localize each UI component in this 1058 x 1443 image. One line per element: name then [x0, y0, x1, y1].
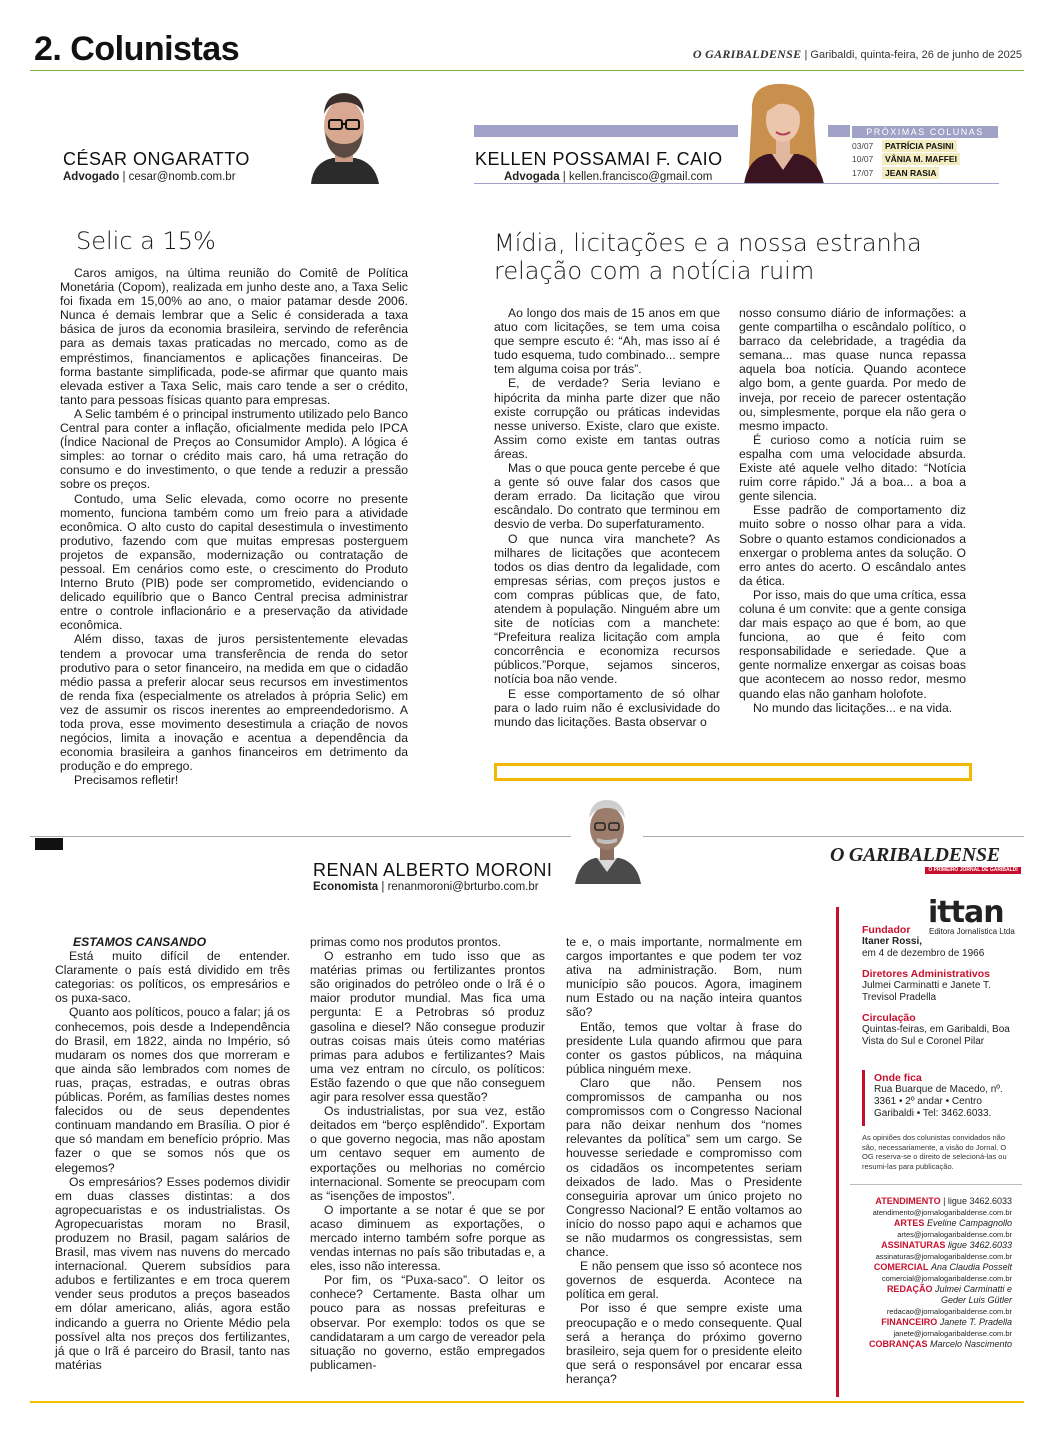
author-email: renanmoroni@brturbo.com.br [387, 881, 539, 893]
paragraph: Caros amigos, na última reunião do Comitê de Política Monetária (Copom), realizada em junho deste ano, a Taxa Selic foi fixada em 15,00% ao ano, o maior patamar desde 2006. Nunca é demais lembrar que a Selic é considerada a taxa básica de juros da economia brasileira, servindo de referência para as demais taxas praticadas no mercado, como as de empréstimos, financiamentos e aplicações financeiras. De forma bastante simplificada, pode-se afirmar que quanto mais elevada estiver a Taxa Selic, mais caro tende a ser o crédito, tanto para pessoas físicas quanto para empresas. [60, 266, 408, 407]
paragraph: Está muito difícil de entender. Claramente o país está dividido em três categorias: os políticos, os empresários e os puxa-saco. [55, 949, 290, 1006]
next-date: 03/07 [852, 140, 874, 151]
paragraph: Mas o que pouca gente percebe é que a gente só ouve falar dos casos que deram errado. Da licitação que virou escândalo. Do contrato que terminou em desvio de verba. Do superfaturamento. [494, 461, 720, 532]
paragraph: E, de verdade? Seria leviano e hipócrita da minha parte dizer que não existe corrupção ou práticas indevidas nesse universo. Existe, claro que existe. Assim como existe em tantas outras áreas. [494, 376, 720, 461]
next-date: 10/07 [852, 154, 874, 164]
page-masthead [693, 47, 1022, 62]
paragraph: O importante a se notar é que se por acaso diminuem as exportações, o mercado interno também sofre porque as vendas internas no país são tributadas e, a eles, isso não interessa. [310, 1202, 545, 1274]
paragraph: O que nunca vira manchete? As milhares de licitações que acontecem todos os dias dentro da legalidade, com empresas sérias, com preços justos e com compras públicas que, de fato, atendem à população. Ninguém abre um site de notícias com a manchete: “Prefeitura realiza licitação com ampla concorrência e economiza recursos públicos.”Porque, sejamos sinceros, notícia boa não vende. [494, 531, 720, 687]
contact-line: atendimento@jornalogaribaldense.com.br [872, 1208, 1012, 1217]
paragraph: No mundo das licitações... e na vida. [753, 700, 953, 715]
article-body-a [55, 935, 290, 1372]
next-columns-header: PRÓXIMAS COLUNAS [852, 126, 998, 138]
paragraph: A Selic também é o principal instrumento utilizado pelo Banco Central para conter a inflação, oficialmente medida pelo IPCA (Índice Nacional de Preços ao Consumidor Amplo). A lógica é simples: ao tornar o crédito mais caro, há uma retração do consumo e do investimento, o que tende a reduzir a pressão sobre os preços. [60, 406, 408, 492]
paragraph: Contudo, uma Selic elevada, como ocorre no presente momento, funciona também como um freio para a atividade econômica. O alto custo do capital desestimula o investimento produtivo, fazendo com que muitas empresas posterguem projetos de expansão, modernização ou contratação de pessoal. Em cenários como este, o crescimento do Produto Interno Bruto (PIB) pode ser comprometido, evidenciando o delicado equilíbrio que o Banco Central precisa administrar entre o controle inflacionário e a preservação da atividade econômica. [60, 491, 408, 633]
author-profession: Economista [313, 881, 379, 893]
author-photo-renan [571, 792, 643, 884]
contact-line: REDAÇÃO Julmei Carminatti e [886, 1284, 1012, 1294]
dateline: Garibaldi, quinta-feira, 26 de junho de 2025 [810, 49, 1022, 61]
section-marker [35, 838, 63, 850]
contact-line: ASSINATURAS ligue 3462.6033 [881, 1240, 1012, 1250]
og-tagline: O PRIMEIRO JORNAL DE GARIBALDI [925, 867, 1021, 874]
next-column-item [852, 140, 998, 152]
next-columns-box [852, 126, 998, 194]
circulacao: Quintas-feiras, em Garibaldi, Boa Vista do Sul e Coronel Pilar [862, 1024, 1010, 1047]
paragraph: nosso consumo diário de informações: a gente compartilha o escândalo político, o barraco da celebridade, a tragédia da semana... mas quase nunca repassa aquela boa notícia. Quando acontece algo bom, a gente guarda. Por medo de inveja, por receio de parecer ostentação ou, simplesmente, porque ela não gera o mesmo impacto. [739, 306, 966, 433]
paragraph: Os industrialistas, por sua vez, estão deitados em “berço esplêndido”. Exportam o que governo negocia, mas não apostam um centavo sequer em aumento de exportações ou melhorias no comércio internacional. Somente se preocupam com as “isenções de impostos”. [310, 1104, 545, 1203]
paragraph: Os empresários? Esses podemos dividir em duas classes distintas: a dos agropecuaristas e os industrialistas. Os Agropecuaristas moram no Brasil, produzem no Brasil, pagam salários de Brasil, mas vivem nas nuvens do mercado internacional. Querem subsídios para adubos e fertilizantes e em troca querem vender seus produtos a preços baseados em dólar americano, aliás, agora estão indicando a guerra no Oriente Médio pela possível alta nos preços dos fertilizantes, já que o Irã é parceiro do Brasil, tanto nas matérias [55, 1174, 290, 1372]
disclaimer: As opiniões dos colunistas convidados não são, necessariamente, a visão do Jornal. O OG reserva-se o direito de selecioná-las ou resumi-las para publicação. [862, 1133, 1007, 1171]
next-date: 17/07 [852, 167, 874, 178]
paragraph: primas como nos produtos prontos. [310, 935, 502, 949]
contact-line: comercial@jornalogaribaldense.com.br [881, 1274, 1012, 1283]
decorative-frame [494, 763, 972, 781]
ittan-logo: ittan [928, 895, 1004, 930]
paragraph: Por isso, mais do que uma crítica, essa coluna é um convite: que a gente consiga dar mais espaço ao que é bom, ao que funciona, ao que é feito com responsabilidade e seriedade. Que a gente normalize enxergar as coisas boas que acontecem ao nosso redor, mesmo quando elas não ganham holofote. [739, 587, 966, 701]
diretores-label: Diretores Administrativos [862, 968, 990, 980]
paragraph: E esse comportamento de só olhar para o lado ruim não é exclusividade do mundo das licitações. Basta observar o [494, 686, 720, 729]
address-block [874, 1072, 1014, 1120]
title-line: relação com a notícia ruim [494, 257, 815, 285]
paragraph: Ao longo dos mais de 15 anos em que atuo com licitações, se tem uma coisa que sempre escuto é: “Ah, mas isso aí é tudo esquema, tudo combinado... sempre tem alguma coisa por trás”. [494, 306, 720, 377]
next-name: VÂNIA M. MAFFEI [882, 153, 960, 165]
title-line: Mídia, licitações e a nossa estranha [494, 229, 922, 257]
next-name: PATRÍCIA PASINI [882, 140, 957, 152]
paragraph: Além disso, taxas de juros persistentemente elevadas tendem a provocar uma transferência de renda do setor produtivo para o setor financeiro, na medida em que o cidadão médio passa a preferir alocar seus recursos em investimentos de renda fixa (especialmente os atrelados à própria Selic) em vez de assumir os riscos inerentes ao empreendedorismo. A toda prova, esse movimento desestimula a criação de novos negócios, limita a inovação e acentua a dependência da economia brasileira a ganhos financeiros em detrimento da produção e do emprego. [60, 632, 408, 774]
article-subtitle: ESTAMOS CANSANDO [73, 935, 207, 949]
contact-line: COBRANÇAS Marcelo Nascimento [868, 1339, 1012, 1349]
contacts-list [842, 1196, 1012, 1350]
author-email: kellen.francisco@gmail.com [568, 171, 713, 183]
paragraph: te e, o mais importante, normalmente em cargos importantes e que podem ter voz ativa na administração. Bom, num município são poucos. Agora, imaginem num Estado ou na nação inteira quantos são? [566, 935, 802, 1020]
article-title [494, 229, 922, 285]
author-profession: Advogado [63, 171, 120, 183]
paragraph: Por isso é que sempre existe uma preocupação e o medo consequente. Qual será a herança do próximo governo brasileiro, seja quem for o presidente eleito que será o responsável por encarar essa herança? [566, 1301, 802, 1386]
role-separator: | [562, 171, 569, 183]
author-name: RENAN ALBERTO MORONI [313, 860, 553, 880]
paragraph: Então, temos que voltar à frase do presidente Lula quando afirmou que para conter os gastos públicos, na máquina pública ninguém mexe. [566, 1019, 802, 1076]
author-photo-cesar [303, 84, 385, 184]
fundador-label: Fundador [862, 924, 911, 936]
onde-label: Onde fica [874, 1072, 922, 1084]
contact-line: janete@jornalogaribaldense.com.br [893, 1329, 1012, 1338]
contact-line: FINANCEIRO Janete T. Pradella [881, 1317, 1012, 1327]
author-photo-kellen [738, 82, 828, 184]
paragraph: É curioso como a notícia ruim se espalha com uma velocidade absurda. Existe até aquele velho ditado: “Notícia ruim corre rápido.” Já a boa... a boa a gente silencia. [739, 432, 966, 504]
header-rule [30, 70, 1024, 71]
sidebar-rule [850, 1184, 1022, 1185]
article-body-b [310, 935, 545, 1372]
masthead-separator: | [804, 49, 811, 61]
section-title: 2. Colunistas [34, 30, 240, 68]
contact-line: assinaturas@jornalogaribaldense.com.br [875, 1252, 1012, 1261]
section-divider [30, 836, 1024, 837]
contact-line: Geder Luis Gütler [940, 1295, 1012, 1305]
author-name: CÉSAR ONGARATTO [63, 149, 250, 169]
article-body-right [739, 306, 966, 715]
next-column-item [852, 167, 998, 179]
footer-rule [30, 1401, 1024, 1403]
publication-name: O GARIBALDENSE [692, 47, 802, 61]
paragraph: E não pensem que isso só acontece nos governos de esquerda. Acontece na política em geral. [566, 1259, 802, 1302]
article-body-c [566, 935, 802, 1386]
circulacao-label: Circulação [862, 1012, 916, 1024]
author-role [504, 171, 712, 183]
author-profession: Advogada [504, 171, 560, 183]
article-title: Selic a 15% [76, 227, 216, 255]
diretores: Julmei Carminatti e Janete T. Trevisol Pradella [862, 980, 991, 1003]
paragraph: Precisamos refletir! [74, 773, 179, 788]
masthead-info [862, 924, 1014, 1048]
author-role [63, 171, 236, 183]
ittan-subtitle: Editora Jornalística Ltda [929, 927, 1015, 936]
address-rule [862, 1070, 865, 1126]
role-separator: | [381, 881, 388, 893]
paragraph: Claro que não. Pensem nos compromissos de campanha ou nos compromissos com o Congresso Nacional para não deixar nenhum dos “nomes relevantes da política” sem um cargo. Se houvesse seriedade e compromisso com os cidadãos os incompetentes seriam deixados de lado. Mas o Presidente conseguiria aprovar um único projeto no Congresso Nacional? E então voltamos ao início do nosso papo aqui e achamos que se não mudarmos os congressistas, sem chance. [566, 1075, 802, 1260]
contact-line: ARTES Eveline Campagnollo [893, 1218, 1012, 1228]
article-body [60, 266, 408, 787]
paragraph: Esse padrão de comportamento diz muito sobre o nosso olhar para a vida. Sobre o quanto estamos condicionados a enxergar o problema antes da solução. O erro antes do acerto. O escândalo antes da ética. [739, 503, 966, 588]
next-name: JEAN RASIA [882, 167, 939, 179]
author-role [313, 881, 539, 893]
fundador-date: em 4 de dezembro de 1966 [862, 948, 985, 959]
author-email: cesar@nomb.com.br [128, 171, 236, 183]
contact-line: COMERCIAL Ana Claudia Posselt [873, 1262, 1012, 1272]
contact-line: redacao@jornalogaribaldense.com.br [886, 1307, 1012, 1316]
article-body-left [494, 306, 720, 729]
author-name: KELLEN POSSAMAI F. CAIO [475, 149, 723, 169]
paragraph: Por fim, os “Puxa-saco”. O leitor os conhece? Certamente. Basta olhar um pouco para as nossas prefeituras e observar. Por exemplo: todos os que se candidataram a um cargo de vereador pela situação no governo, estão empregados publicamen- [310, 1273, 545, 1372]
og-logo: O GARIBALDENSE [830, 844, 1000, 866]
paragraph: Quanto aos políticos, pouco a falar; já os conhecemos, pois desde a Independência do Brasil, em 1822, ainda no Império, só mudaram os nomes dos que morreram e que ainda são lembrados com nomes de ruas, praças, estradas, e outras obras públicas. Porém, as famílias destes nomes falecidos ou de seus dependentes continuam mandando em Brasília. O pior é que só mandam em benefício próprio. Mas fazer o que se somos nós que os elegemos? [55, 1005, 290, 1175]
next-column-item [852, 153, 998, 165]
contact-line: ATENDIMENTO | ligue 3462.6033 [875, 1196, 1012, 1206]
paragraph: O estranho em tudo isso que as matérias primas ou fertilizantes prontos são originados do petróleo onde o Irã é o maior produtor mundial. Mas fica uma pergunta: E a Petrobras só produz gasolina e diesel? Não consegue produzir outras coisas mais úteis como matérias primas para adubos e fertilizantes? Mais uma vez entram no círculo, os políticos: Estão fazendo o que que não conseguem agir para resolver essa questão? [310, 949, 545, 1105]
fundador-name: Itaner Rossi, [862, 936, 923, 947]
contact-line: artes@jornalogaribaldense.com.br [897, 1230, 1012, 1239]
role-separator: | [122, 171, 129, 183]
address: Rua Buarque de Macedo, nº. 3361 • 2º andar • Centro Garibaldi • Tel: 3462.6033. [874, 1084, 1003, 1119]
